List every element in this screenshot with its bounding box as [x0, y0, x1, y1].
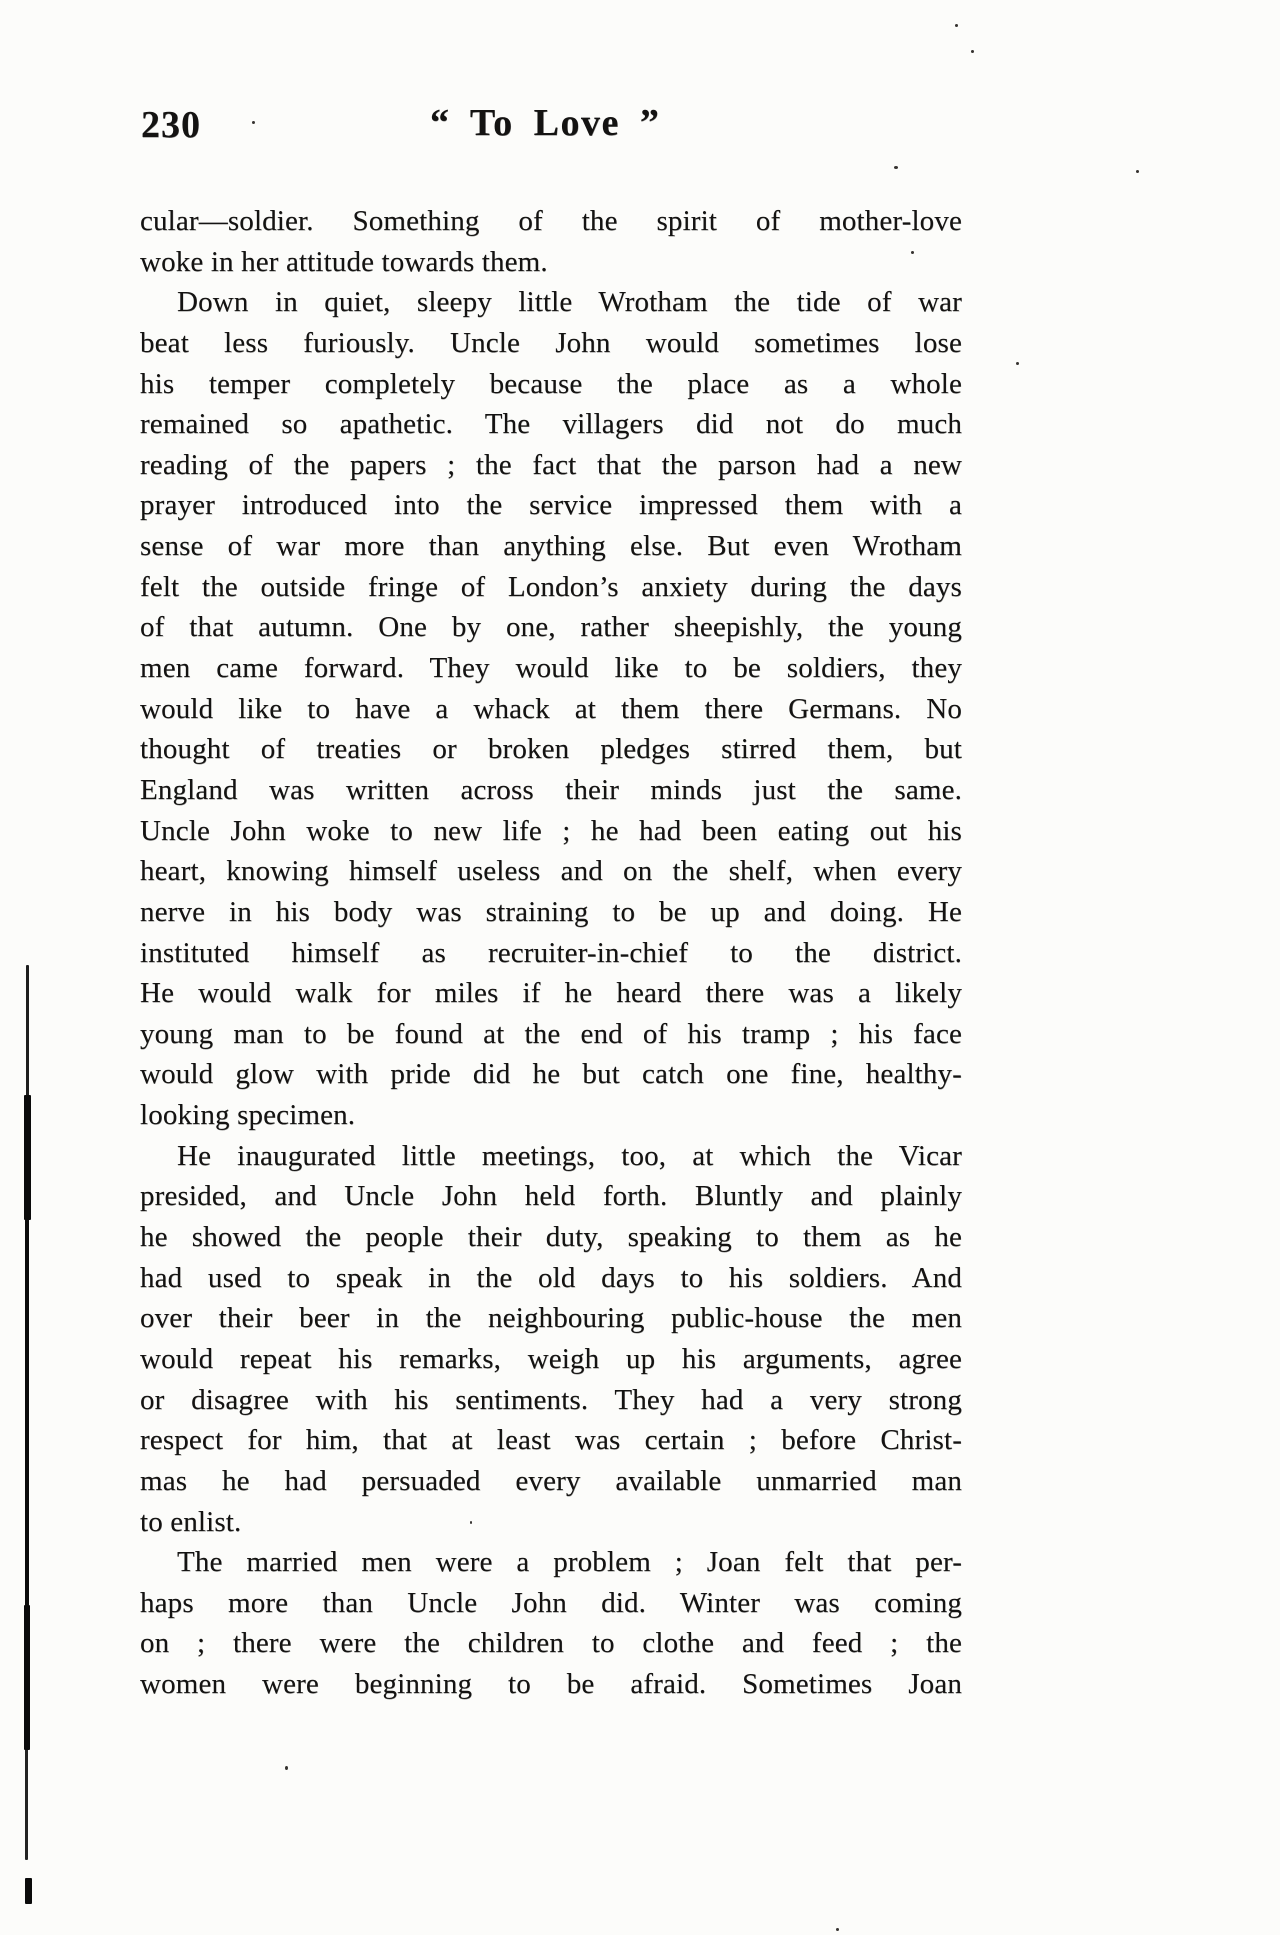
text-line: over their beer in the neighbouring public-house the men: [140, 1302, 962, 1335]
page-number: 230: [141, 104, 201, 146]
scan-speck: [470, 1521, 472, 1524]
body-lines: [140, 201, 962, 1705]
text-line: sense of war more than anything else. But even Wrotham: [140, 530, 962, 563]
text-line: Uncle John woke to new life ; he had been eating out his: [140, 814, 962, 847]
text-line: on ; there were the children to clothe and feed ; the: [140, 1627, 962, 1660]
scan-speck: [836, 1928, 839, 1931]
text-line: young man to be found at the end of his tramp ; his face: [140, 1017, 962, 1050]
text-line: presided, and Uncle John held forth. Bluntly and plainly: [140, 1180, 962, 1213]
text-line: The married men were a problem ; Joan felt that per-: [177, 1546, 962, 1579]
text-line: remained so apathetic. The villagers did not do much: [140, 408, 962, 441]
text-line: would repeat his remarks, weigh up his arguments, agree: [140, 1342, 962, 1375]
text-line: looking specimen.: [140, 1099, 356, 1132]
scan-speck: [955, 24, 958, 27]
text-line: respect for him, that at least was certain ; before Christ-: [140, 1424, 962, 1457]
scan-artifact-line: [25, 1218, 29, 1608]
running-title: “ To Love ”: [430, 102, 661, 144]
scan-speck: [911, 251, 914, 254]
text-line: men came forward. They would like to be soldiers, they: [140, 652, 962, 685]
text-line: would like to have a whack at them there Germans. No: [140, 692, 962, 725]
scan-artifact-blot: [25, 1878, 32, 1904]
text-line: cular—soldier. Something of the spirit of mother-love: [140, 205, 962, 237]
scan-artifact-line: [25, 1748, 28, 1860]
text-line: instituted himself as recruiter-in-chief to the district.: [140, 936, 962, 969]
text-line: prayer introduced into the service impressed them with a: [140, 489, 962, 522]
text-line: had used to speak in the old days to his soldiers. And: [140, 1261, 962, 1294]
scan-speck: [1016, 362, 1019, 365]
text-line: heart, knowing himself useless and on the shelf, when every: [140, 855, 962, 888]
text-line: felt the outside fringe of London’s anxiety during the days: [140, 570, 962, 603]
text-line: or disagree with his sentiments. They had a very strong: [140, 1383, 962, 1416]
text-line: his temper completely because the place as a whole: [140, 367, 962, 400]
text-line: beat less furiously. Uncle John would sometimes lose: [140, 326, 962, 359]
text-line: England was written across their minds just the same.: [140, 773, 962, 806]
text-line: he showed the people their duty, speaking to them as he: [140, 1221, 962, 1254]
text-line: Down in quiet, sleepy little Wrotham the tide of war: [177, 286, 962, 319]
text-line: woke in her attitude towards them.: [140, 245, 548, 278]
text-line: to enlist.: [140, 1505, 242, 1538]
scan-speck: [1136, 170, 1139, 173]
scan-artifact-line: [24, 1095, 31, 1220]
text-line: would glow with pride did he but catch one fine, healthy-: [140, 1058, 962, 1091]
text-line: thought of treaties or broken pledges stirred them, but: [140, 733, 962, 766]
scan-speck: [971, 50, 974, 53]
text-line: women were beginning to be afraid. Sometimes Joan: [140, 1668, 962, 1701]
scan-speck: [252, 121, 255, 124]
scan-artifact-line: [24, 1605, 30, 1750]
text-line: reading of the papers ; the fact that the parson had a new: [140, 448, 962, 481]
text-line: mas he had persuaded every available unmarried man: [140, 1464, 962, 1497]
text-line: nerve in his body was straining to be up and doing. He: [140, 895, 962, 928]
text-line: haps more than Uncle John did. Winter was coming: [140, 1586, 962, 1619]
scan-speck: [285, 1766, 288, 1770]
scan-speck: [894, 166, 898, 169]
text-line: He would walk for miles if he heard there was a likely: [140, 977, 962, 1010]
text-line: of that autumn. One by one, rather sheepishly, the young: [140, 611, 962, 644]
text-line: He inaugurated little meetings, too, at which the Vicar: [177, 1139, 962, 1172]
scan-artifact-line: [26, 965, 29, 1100]
